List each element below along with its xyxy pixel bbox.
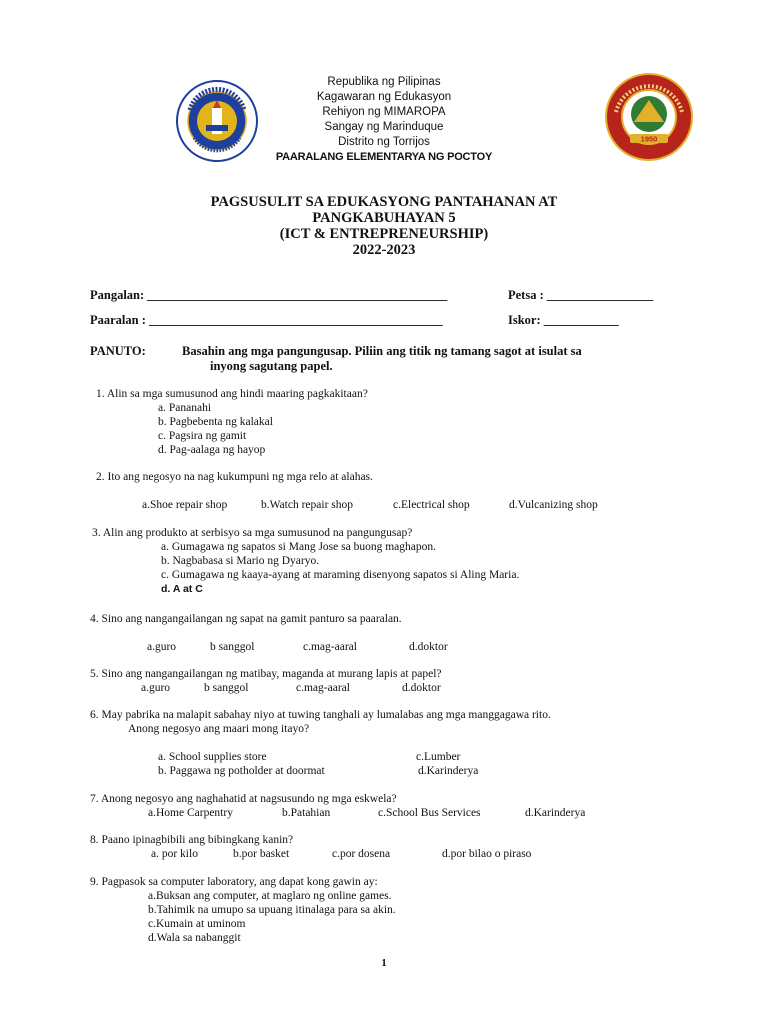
question-1: 1. Alin sa mga sumusunod ang hindi maaring pagkakitaan?	[96, 388, 368, 400]
q4-choice-b: b sanggol	[210, 641, 255, 653]
q5-choice-d: d.doktor	[402, 682, 441, 694]
q6-choice-b: b. Paggawa ng potholder at doormat	[158, 765, 325, 777]
title-line-2: PANGKABUHAYAN 5	[312, 210, 456, 226]
agency-header	[0, 75, 768, 165]
q5-choice-a: a.guro	[141, 682, 171, 694]
score-field[interactable]: Iskor: ____________	[508, 313, 619, 327]
question-6-line-2: Anong negosyo ang maari mong itayo?	[128, 723, 310, 735]
name-field[interactable]: Pangalan: ________________________________________________	[90, 288, 448, 302]
question-5: 5. Sino ang nangangailangan ng matibay, maganda at murang lapis at papel?	[90, 668, 442, 680]
header-line-division: Sangay ng Marinduque	[324, 121, 444, 133]
q4-choice-d: d.doktor	[409, 641, 448, 653]
q9-choice-d: d.Wala sa nabanggit	[148, 932, 241, 944]
question-6: 6. May pabrika na malapit sabahay niyo at tuwing tanghali ay lumalabas ang mga manggagawa rito.	[90, 709, 551, 721]
q3-choice-d: d. A at C	[161, 583, 203, 595]
instructions-line-2: inyong sagutang papel.	[210, 359, 333, 373]
q2-choice-d: d.Vulcanizing shop	[509, 499, 598, 511]
q8-choice-c: c.por dosena	[332, 848, 391, 860]
date-field[interactable]: Petsa : _________________	[508, 288, 654, 302]
title-line-3: (ICT & ENTREPRENEURSHIP)	[279, 226, 489, 242]
exam-title	[0, 194, 768, 258]
title-line-4: 2022-2023	[352, 242, 416, 258]
q4-choice-a: a.guro	[147, 641, 177, 653]
q4-choice-c: c.mag-aaral	[303, 641, 357, 653]
q1-choice-d: d. Pag-aalaga ng hayop	[158, 444, 266, 456]
q1-choice-c: c. Pagsira ng gamit	[158, 430, 247, 442]
q8-choice-b: b.por basket	[233, 848, 290, 860]
question-3: 3. Alin ang produkto at serbisyo sa mga sumusunod na pangungusap?	[92, 527, 413, 539]
q2-choice-b: b.Watch repair shop	[261, 499, 353, 511]
school-name: PAARALANG ELEMENTARYA NG POCTOY	[275, 151, 493, 163]
page-number: 1	[381, 957, 387, 969]
q6-choice-a: a. School supplies store	[158, 751, 267, 763]
q9-choice-b: b.Tahimik na umupo sa upuang itinalaga para sa akin.	[148, 904, 396, 916]
school-field[interactable]: Paaralan : _______________________________________________	[90, 313, 443, 327]
question-4: 4. Sino ang nangangailangan ng sapat na gamit panturo sa paaralan.	[90, 613, 402, 625]
question-2: 2. Ito ang negosyo na nag kukumpuni ng mga relo at alahas.	[96, 471, 373, 483]
question-9: 9. Pagpasok sa computer laboratory, ang dapat kong gawin ay:	[90, 876, 378, 888]
q8-choice-a: a. por kilo	[151, 848, 198, 860]
header-line-department: Kagawaran ng Edukasyon	[316, 91, 452, 103]
q7-choice-b: b.Patahian	[282, 807, 331, 819]
q7-choice-d: d.Karinderya	[525, 807, 586, 819]
q5-choice-b: b sanggol	[204, 682, 249, 694]
q6-choice-d: d.Karinderya	[418, 765, 479, 777]
q1-choice-b: b. Pagbebenta ng kalakal	[158, 416, 273, 428]
q9-choice-c: c.Kumain at uminom	[148, 918, 246, 930]
q2-choice-a: a.Shoe repair shop	[142, 499, 228, 511]
q9-choice-a: a.Buksan ang computer, at maglaro ng online games.	[148, 890, 392, 902]
question-7: 7. Anong negosyo ang naghahatid at nagsusundo ng mga eskwela?	[90, 793, 397, 805]
header-line-region: Rehiyon ng MIMAROPA	[322, 106, 446, 118]
logo-year: 1950	[640, 134, 658, 144]
q6-choice-c: c.Lumber	[416, 751, 461, 763]
q8-choice-d: d.por bilao o piraso	[442, 848, 532, 860]
title-line-1: PAGSUSULIT SA EDUKASYONG PANTAHANAN AT	[210, 194, 558, 210]
q3-choice-b: b. Nagbabasa si Mario ng Dyaryo.	[161, 555, 320, 567]
q7-choice-c: c.School Bus Services	[378, 807, 481, 819]
header-line-republic: Republika ng Pilipinas	[327, 76, 441, 88]
q3-choice-c: c. Gumagawa ng kaaya-ayang at maraming disenyong sapatos si Aling Maria.	[161, 569, 520, 581]
q2-choice-c: c.Electrical shop	[393, 499, 470, 511]
q7-choice-a: a.Home Carpentry	[148, 807, 233, 819]
question-8: 8. Paano ipinagbibili ang bibingkang kanin?	[90, 834, 294, 846]
header-line-district: Distrito ng Torrijos	[338, 136, 430, 148]
instructions-label: PANUTO:	[90, 344, 146, 358]
q3-choice-a: a. Gumagawa ng sapatos si Mang Jose sa buong maghapon.	[161, 541, 436, 553]
q1-choice-a: a. Pananahi	[158, 402, 212, 414]
instructions-line-1: Basahin ang mga pangungusap. Piliin ang titik ng tamang sagot at isulat sa	[182, 344, 582, 358]
q5-choice-c: c.mag-aaral	[296, 682, 350, 694]
